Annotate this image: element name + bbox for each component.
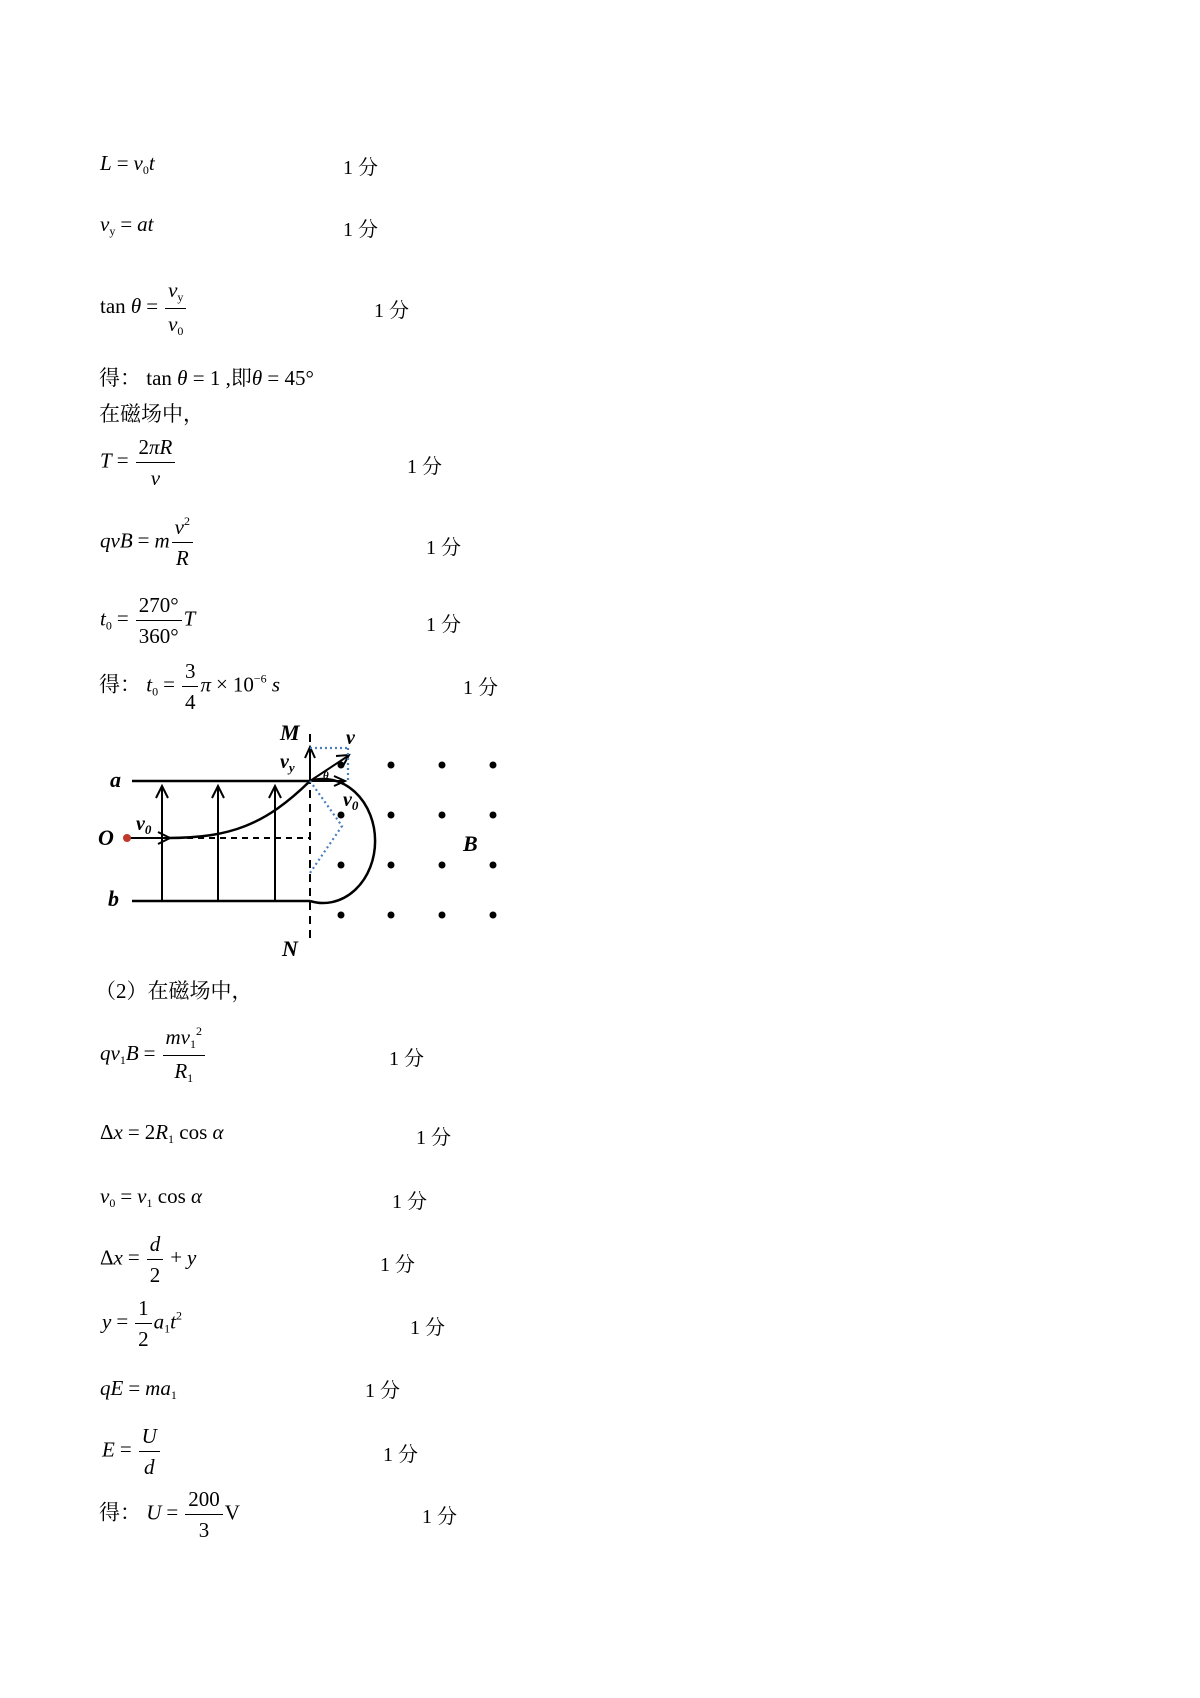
trajectory-diagram	[90, 720, 530, 960]
origin-dot	[123, 834, 131, 842]
score-6: 1 分	[426, 614, 461, 636]
eq-qvB: qvB = m $\frac{v^2}{R}$	[100, 515, 195, 570]
eq-dx-cos: $\Delta x = 2R_1$ cos α	[100, 1120, 224, 1146]
score-13: 1 分	[365, 1380, 400, 1402]
eq-dx-y: Δx = $\frac{d}{2}$ + y	[100, 1232, 197, 1288]
score-14: 1 分	[383, 1444, 418, 1466]
score-2: 1 分	[343, 219, 378, 241]
eq-tan: tan θ = $\frac{v_y}{v_0}$	[100, 278, 188, 339]
label-O: O	[98, 825, 114, 850]
result-U: 得： U = $\frac{200}{3}$ V	[99, 1487, 240, 1543]
label-v0-entry: $v_0$	[136, 813, 152, 837]
eq-T: T = $\frac{2\pi R}{v}$	[100, 435, 177, 490]
score-5: 1 分	[426, 537, 461, 559]
heading-part2: （2）在磁场中，	[95, 979, 253, 1003]
heading-in-field: 在磁场中，	[99, 402, 204, 426]
score-9: 1 分	[416, 1127, 451, 1149]
eq-y: y = $\frac{1}{2}$ $a_1t^2$	[102, 1296, 183, 1352]
label-theta: θ	[323, 770, 329, 782]
trajectory-curve	[168, 781, 310, 838]
eq-v0-v1: $v_0 = v_1$ cos α	[100, 1184, 203, 1210]
label-N: N	[282, 936, 298, 960]
eq-t0: $t_0$ = $\frac{270^\circ}{360^\circ}$ T	[100, 593, 196, 649]
result-theta: 得： tan θ = 1 ,即θ = 45°	[99, 366, 314, 390]
score-7: 1 分	[463, 677, 498, 699]
label-vy: $v_y$	[280, 751, 295, 775]
score-4: 1 分	[407, 456, 442, 478]
eq-vy: $v_y$ = at	[100, 212, 154, 238]
label-b: b	[108, 886, 119, 911]
score-11: 1 分	[380, 1254, 415, 1276]
score-3: 1 分	[374, 300, 409, 322]
eq-qE: qE = $ma_1$	[100, 1376, 177, 1402]
label-M: M	[280, 720, 300, 745]
result-t0: 得： $t_0$ = $\frac{3}{4}$ $\pi \times 10^{-6}$ s	[99, 659, 281, 715]
label-B: B	[463, 831, 478, 856]
score-10: 1 分	[392, 1191, 427, 1213]
label-v0-exit: $v_0$	[343, 789, 359, 813]
eq-L: $L = v_0t$	[100, 151, 155, 177]
score-1: 1 分	[343, 157, 378, 179]
electric-field-arrows	[156, 786, 281, 901]
eq-E: E = $\frac{U}{d}$	[102, 1424, 162, 1479]
score-15: 1 分	[422, 1506, 457, 1528]
score-12: 1 分	[410, 1317, 445, 1339]
eq-qv1B: $qv_1B$ = $\frac{mv_1^2}{R_1}$	[100, 1025, 207, 1086]
label-a: a	[110, 767, 121, 792]
score-8: 1 分	[389, 1048, 424, 1070]
label-v: v	[346, 727, 355, 749]
